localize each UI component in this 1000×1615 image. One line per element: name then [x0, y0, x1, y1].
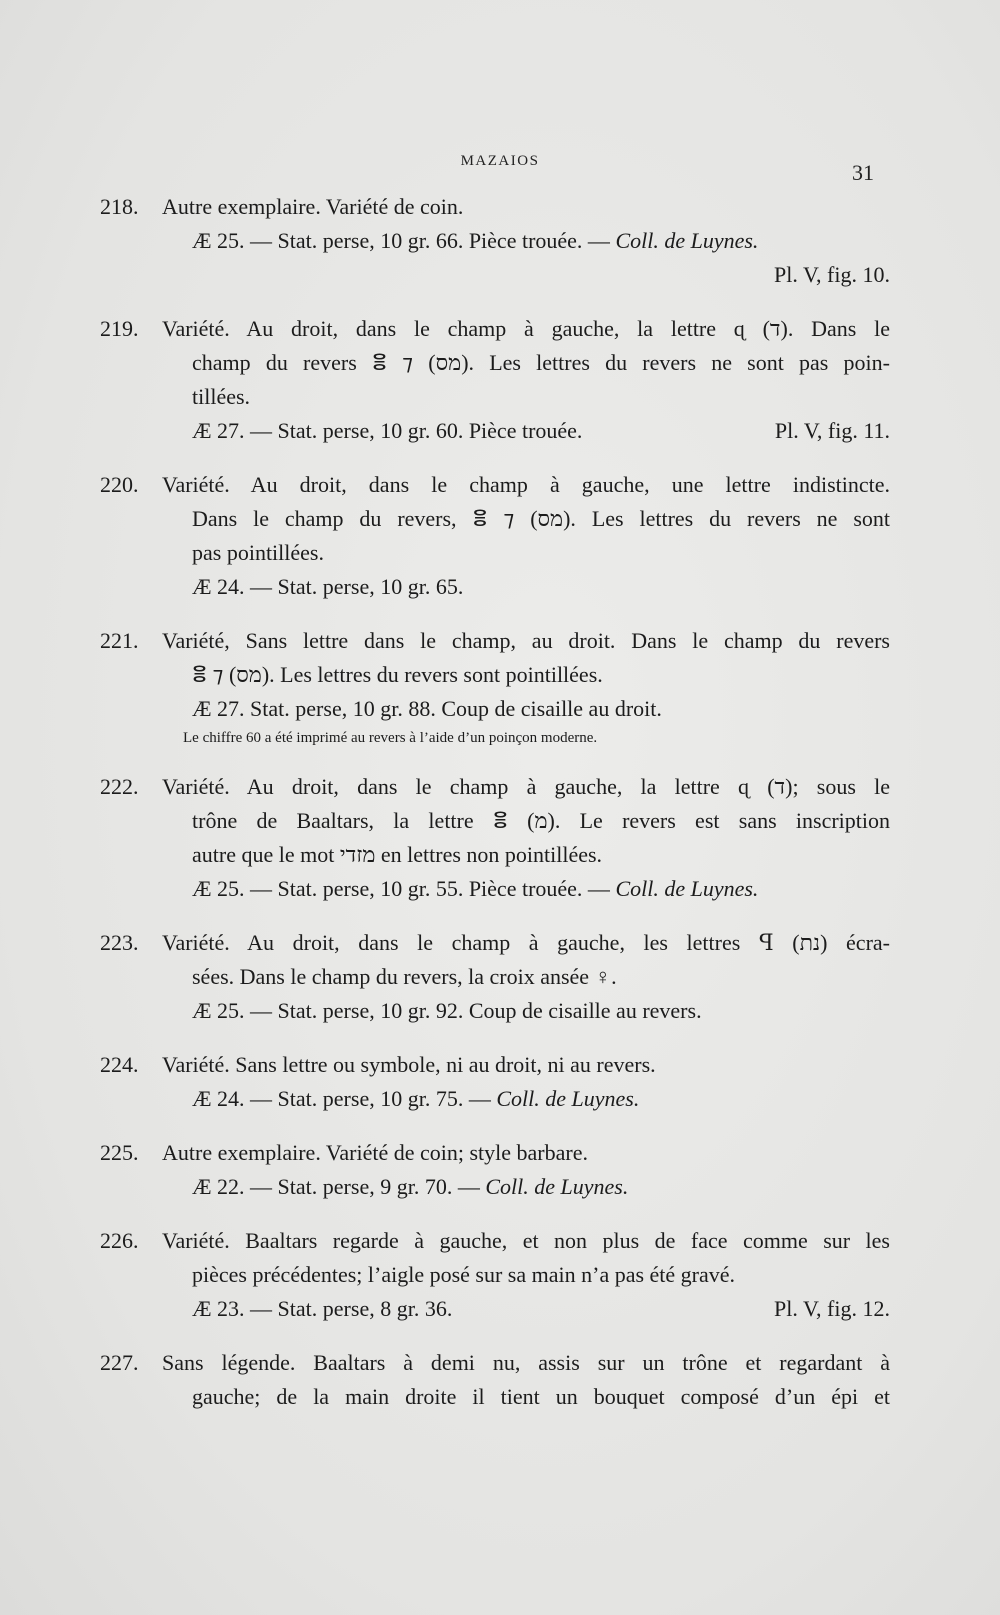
collection-reference: Coll. de Luynes. [615, 876, 759, 901]
entry-number: 221. [100, 628, 139, 653]
entry-detail: Æ 25. — Stat. perse, 10 gr. 66. Pièce trouée. — [192, 228, 610, 253]
entry-description: Variété. Sans lettre ou symbole, ni au droit, ni au revers. [162, 1052, 656, 1077]
entry-223 [100, 926, 890, 1028]
entry-number: 224. [100, 1052, 139, 1077]
entry-description: sées. Dans le champ du revers, la croix ansée ♀. [192, 964, 617, 989]
entry-description: pas pointillées. [192, 540, 324, 565]
entry-number: 227. [100, 1350, 139, 1375]
entry-detail: Æ 24. — Stat. perse, 10 gr. 65. [192, 574, 464, 599]
entry-number: 225. [100, 1140, 139, 1165]
collection-reference: Coll. de Luynes. [615, 228, 759, 253]
entry-number: 218. [100, 194, 139, 219]
entry-224 [100, 1048, 890, 1116]
entry-number: 220. [100, 472, 139, 497]
entry-222 [100, 770, 890, 906]
entry-218 [100, 190, 890, 292]
entry-description: autre que le mot מזדי en lettres non pointillées. [192, 842, 603, 867]
entry-225 [100, 1136, 890, 1204]
entry-description: gauche; de la main droite il tient un bouquet composé d’un épi et [192, 1384, 890, 1409]
entry-number: 219. [100, 316, 139, 341]
entry-detail: Æ 27. — Stat. perse, 10 gr. 60. Pièce trouée. [192, 418, 583, 443]
entry-description: Variété, Sans lettre dans le champ, au droit. Dans le champ du revers [162, 628, 890, 653]
entry-description: Variété. Au droit, dans le champ à gauche, la lettre ɋ (ד); sous le [162, 774, 890, 799]
entry-description: Dans le champ du revers, ⴻ ⁊ (מס). Les lettres du revers ne sont [192, 506, 890, 531]
entry-note: Le chiffre 60 a été imprimé au revers à l’aide d’un poinçon moderne. [183, 730, 598, 746]
entry-description: trône de Baaltars, la lettre ⴻ (מ). Le revers est sans inscription [192, 808, 890, 833]
entry-detail: Æ 23. — Stat. perse, 8 gr. 36. [192, 1296, 453, 1321]
entry-226 [100, 1224, 890, 1326]
entry-detail: Æ 22. — Stat. perse, 9 gr. 70. — [192, 1174, 480, 1199]
entry-number: 226. [100, 1228, 139, 1253]
entry-description: ⴻ ⁊ (מס). Les lettres du revers sont pointillées. [192, 662, 603, 687]
entry-221 [100, 624, 890, 750]
entry-description: Sans légende. Baaltars à demi nu, assis sur un trône et regardant à [162, 1350, 890, 1375]
entries-list [100, 190, 890, 1434]
plate-reference: Pl. V, fig. 10. [774, 262, 890, 287]
entry-description: champ du revers ⴻ ⁊ (מס). Les lettres du revers ne sont pas poin- [192, 350, 890, 375]
entry-description: Variété. Baaltars regarde à gauche, et non plus de face comme sur les [162, 1228, 890, 1253]
entry-detail: Æ 25. — Stat. perse, 10 gr. 55. Pièce trouée. — [192, 876, 610, 901]
entry-number: 223. [100, 930, 139, 955]
entry-description: Variété. Au droit, dans le champ à gauche, les lettres ꟼ (נת) écra- [162, 930, 890, 955]
entry-detail: Æ 24. — Stat. perse, 10 gr. 75. — [192, 1086, 491, 1111]
entry-220 [100, 468, 890, 604]
collection-reference: Coll. de Luynes. [485, 1174, 629, 1199]
entry-description: pièces précédentes; l’aigle posé sur sa main n’a pas été gravé. [192, 1262, 736, 1287]
plate-reference: Pl. V, fig. 11. [774, 418, 890, 443]
entry-detail: Æ 25. — Stat. perse, 10 gr. 92. Coup de cisaille au revers. [192, 998, 702, 1023]
entry-description: Variété. Au droit, dans le champ à gauche, la lettre ɋ (ד). Dans le [162, 316, 890, 341]
entry-description: tillées. [192, 384, 251, 409]
running-head: MAZAIOS [460, 153, 540, 169]
plate-reference: Pl. V, fig. 12. [774, 1296, 890, 1321]
entry-227 [100, 1346, 890, 1414]
entry-description: Autre exemplaire. Variété de coin; style barbare. [162, 1140, 588, 1165]
entry-description: Variété. Au droit, dans le champ à gauche, une lettre indistincte. [162, 472, 890, 497]
entry-detail: Æ 27. Stat. perse, 10 gr. 88. Coup de cisaille au droit. [192, 696, 662, 721]
collection-reference: Coll. de Luynes. [496, 1086, 640, 1111]
entry-number: 222. [100, 774, 139, 799]
entry-description: Autre exemplaire. Variété de coin. [162, 194, 464, 219]
page-number: 31 [852, 160, 874, 185]
entry-219 [100, 312, 890, 448]
